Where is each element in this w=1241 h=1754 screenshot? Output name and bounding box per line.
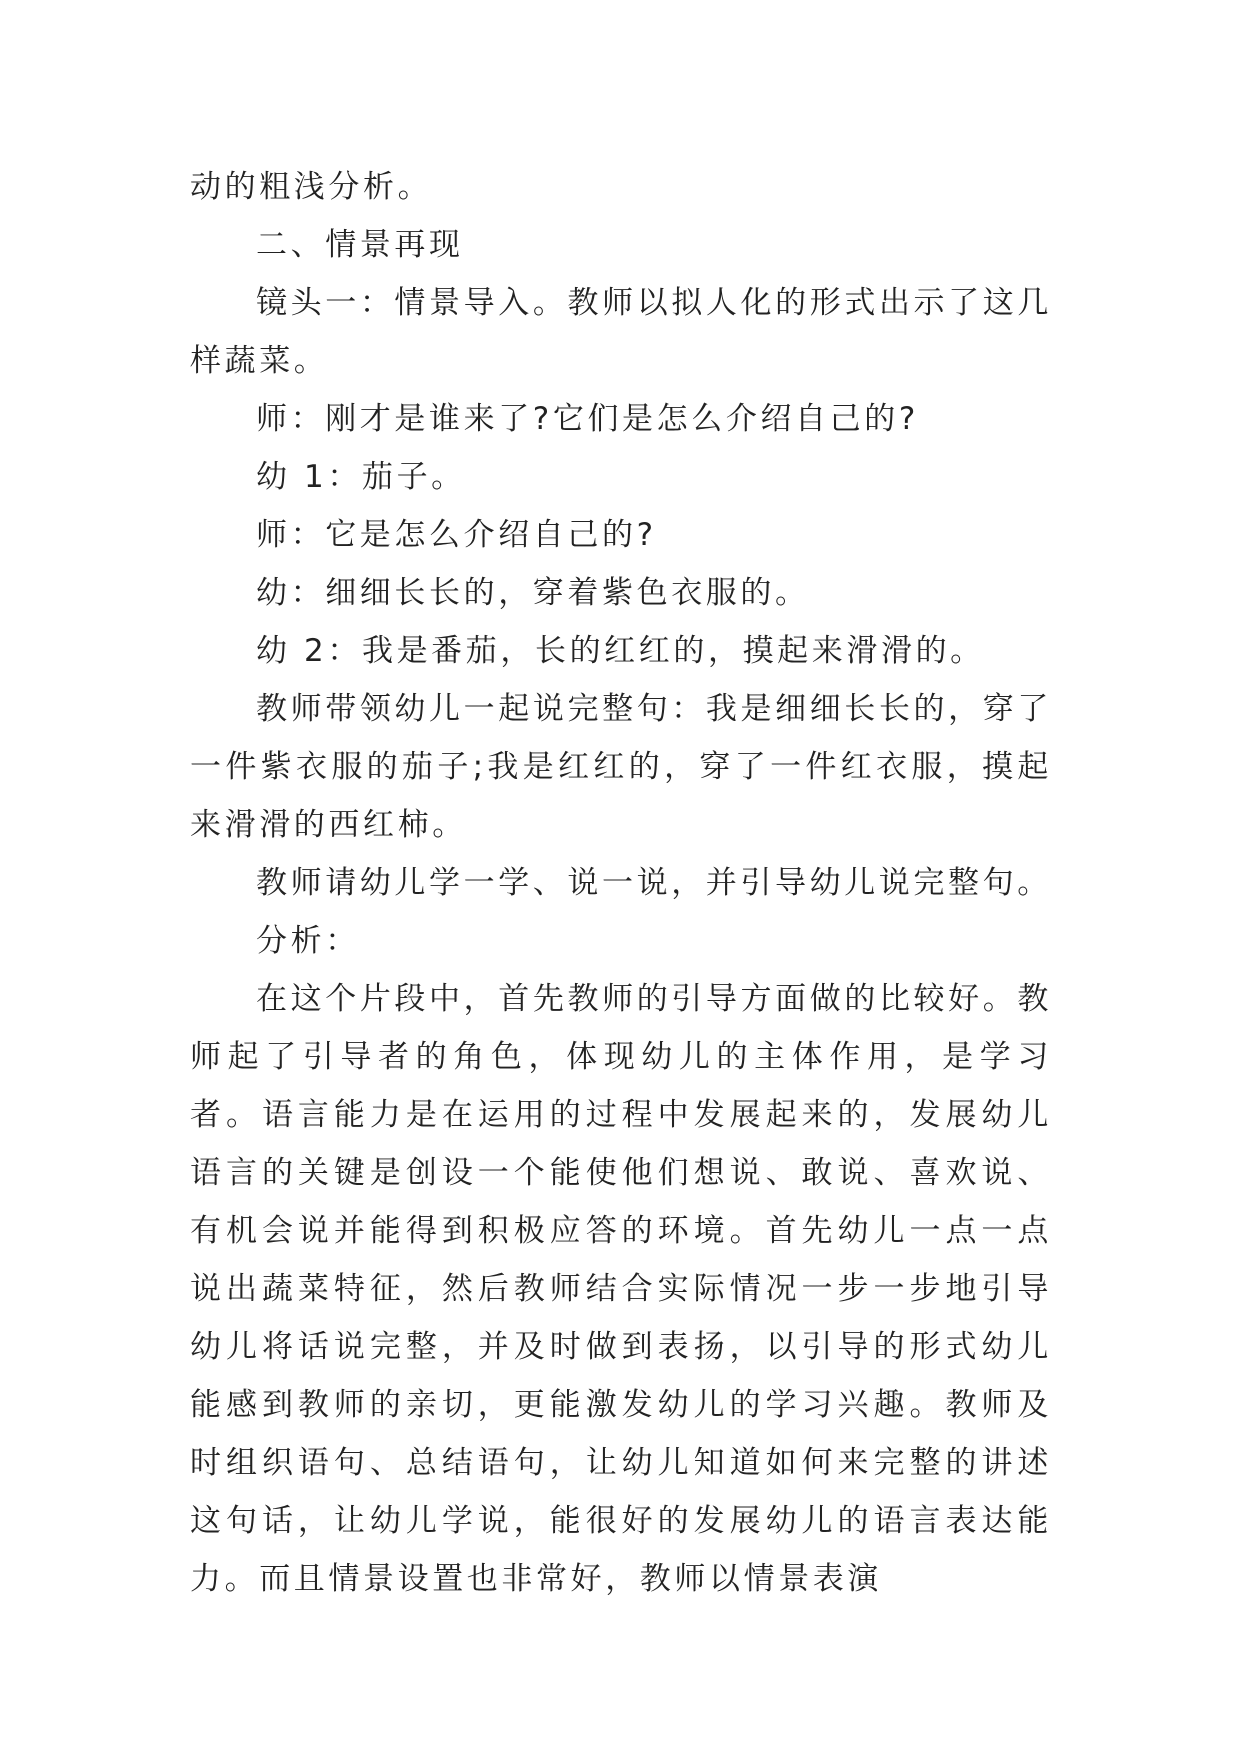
paragraph-practice: 教师请幼儿学一学、说一说，并引导幼儿说完整句。 <box>256 865 1052 901</box>
dialogue-line: 幼：细细长长的，穿着紫色衣服的。 <box>256 575 810 611</box>
paragraph-scene-one: 镜头一：情景导入。教师以拟人化的形式出示了这几样蔬菜。 <box>190 285 1052 379</box>
dialogue-line: 师：刚才是谁来了?它们是怎么介绍自己的? <box>256 401 919 437</box>
dialogue-line: 幼 2：我是番茄，长的红红的，摸起来滑滑的。 <box>256 633 985 669</box>
body-text <box>190 158 1052 1608</box>
section-heading: 二、情景再现 <box>256 227 464 263</box>
paragraph-complete-sentence: 教师带领幼儿一起说完整句：我是细细长长的，穿了一件紫衣服的茄子;我是红红的，穿了一件红衣服，摸起来滑滑的西红柿。 <box>190 691 1052 843</box>
dialogue-line: 师：它是怎么介绍自己的? <box>256 517 657 553</box>
paragraph-analysis: 在这个片段中，首先教师的引导方面做的比较好。教师起了引导者的角色，体现幼儿的主体作用，是学习者。语言能力是在运用的过程中发展起来的，发展幼儿语言的关键是创设一个能使他们想说、敢说、喜欢说、有机会说并能得到积极应答的环境。首先幼儿一点一点说出蔬菜特征，然后教师结合实际情况一步一步地引导幼儿将话说完整，并及时做到表扬，以引导的形式幼儿能感到教师的亲切，更能激发幼儿的学习兴趣。教师及时组织语句、总结语句，让幼儿知道如何来完整的讲述这句话，让幼儿学说，能很好的发展幼儿的语言表达能力。而且情景设置也非常好，教师以情景表演 <box>190 981 1052 1597</box>
analysis-heading: 分析： <box>256 923 360 959</box>
dialogue-line: 幼 1：茄子。 <box>256 459 466 495</box>
paragraph-continuation: 动的粗浅分析。 <box>190 169 433 205</box>
